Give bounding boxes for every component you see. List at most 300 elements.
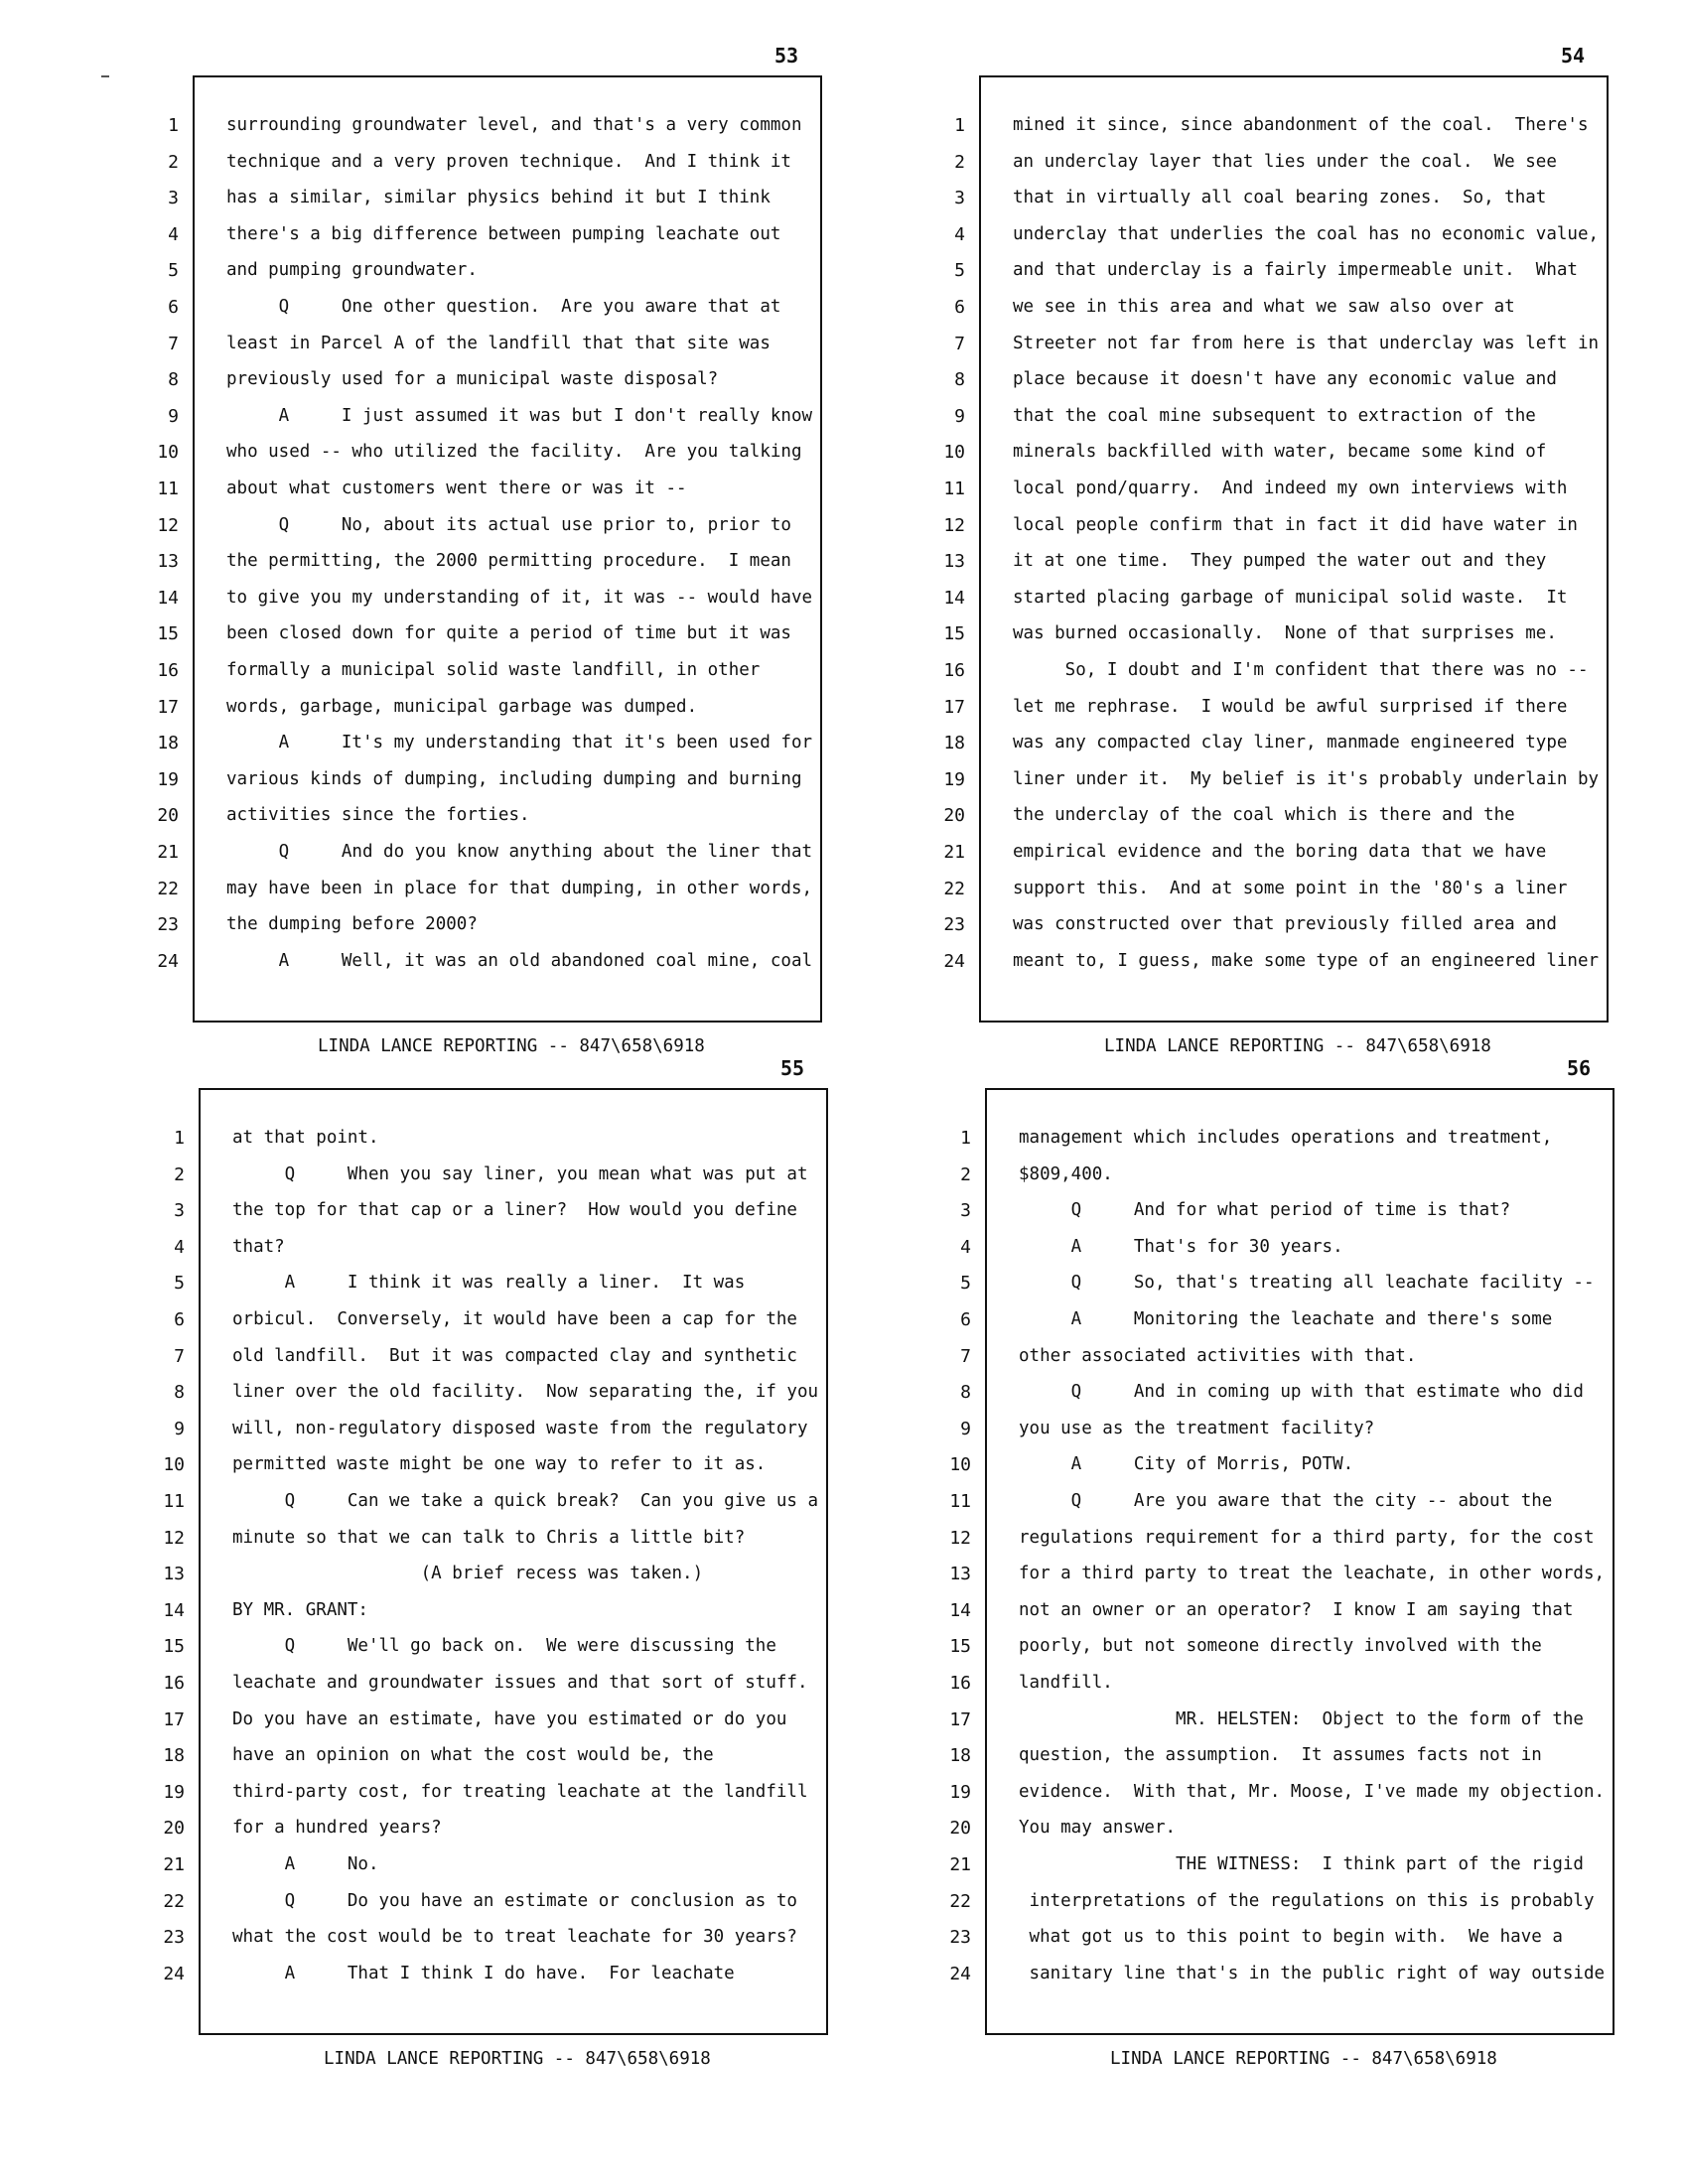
transcript-line (954, 180, 1607, 216)
line-text: started placing garbage of municipal solid waste. It (1013, 587, 1568, 608)
line-text: was any compacted clay liner, manmade engineered type (1013, 733, 1568, 753)
transcript-line (949, 1520, 1613, 1557)
line-number: 21 (949, 1854, 971, 1875)
transcript-line (157, 507, 820, 544)
line-text: old landfill. But it was compacted clay and synthetic (232, 1345, 797, 1366)
transcript-line (174, 1265, 826, 1301)
line-text: the top for that cap or a liner? How would you define (232, 1200, 797, 1221)
line-text: Q When you say liner, you mean what was put at (232, 1163, 808, 1184)
transcript-line (954, 361, 1607, 398)
line-number: 9 (960, 1418, 971, 1439)
line-text: Streeter not far from here is that underclay was left in (1013, 333, 1599, 353)
line-text: at that point. (232, 1128, 379, 1148)
line-number: 20 (943, 805, 965, 827)
line-number: 11 (949, 1491, 971, 1512)
line-text: permitted waste might be one way to refer to it as. (232, 1454, 767, 1475)
line-text: that? (232, 1236, 285, 1257)
line-text: leachate and groundwater issues and that sort of stuff. (232, 1673, 808, 1693)
transcript-line (163, 1774, 826, 1811)
transcript-line (157, 906, 820, 943)
line-number: 13 (163, 1564, 185, 1585)
line-text: A I think it was really a liner. It was (232, 1273, 746, 1294)
line-number: 1 (174, 1128, 185, 1149)
transcript-line (954, 252, 1607, 289)
transcript-line (954, 144, 1607, 181)
line-text: empirical evidence and the boring data that we have (1013, 842, 1547, 862)
line-number: 15 (949, 1636, 971, 1658)
line-text: question, the assumption. It assumes facts not in (1019, 1745, 1542, 1766)
line-number: 7 (960, 1345, 971, 1367)
line-number: 15 (157, 623, 179, 645)
line-number: 19 (157, 768, 179, 790)
transcript-line (163, 1702, 826, 1738)
line-text: You may answer. (1019, 1818, 1177, 1839)
transcript-box (949, 1088, 1614, 2035)
line-text: have an opinion on what the cost would be, the (232, 1745, 714, 1766)
line-text: $809,400. (1019, 1163, 1113, 1184)
transcript-line (943, 615, 1607, 652)
page-number: 54 (1561, 44, 1586, 68)
transcript-line (163, 1520, 826, 1557)
transcript-line (168, 252, 820, 289)
transcript-line (943, 689, 1607, 726)
line-text: let me rephrase. I would be awful surprised if there (1013, 696, 1568, 717)
line-number: 21 (943, 842, 965, 863)
line-number: 16 (157, 660, 179, 681)
line-number: 17 (157, 696, 179, 718)
line-number: 21 (163, 1854, 185, 1875)
transcript-line (163, 1592, 826, 1629)
page-number: 53 (774, 44, 799, 68)
transcript-line (960, 1265, 1613, 1301)
line-text: what got us to this point to begin with. We have a (1019, 1927, 1563, 1948)
line-number: 24 (949, 1963, 971, 1984)
line-text: to give you my understanding of it, it was -- would have (226, 587, 812, 608)
line-text: minute so that we can talk to Chris a little bit? (232, 1527, 746, 1548)
transcript-line (949, 1810, 1613, 1846)
line-number: 15 (163, 1636, 185, 1658)
line-number: 16 (943, 660, 965, 681)
transcript-line (163, 1446, 826, 1483)
line-number: 11 (163, 1491, 185, 1512)
line-text: Q Do you have an estimate or conclusion as to (232, 1890, 797, 1911)
line-text: evidence. With that, Mr. Moose, I've made my objection. (1019, 1781, 1605, 1802)
line-number: 18 (163, 1745, 185, 1767)
transcript-line (960, 1374, 1613, 1411)
page-footer: LINDA LANCE REPORTING -- 847\658\6918 (1104, 1036, 1491, 1056)
transcript-line (163, 1956, 826, 1992)
line-text: support this. And at some point in the '80's a liner (1013, 878, 1568, 898)
line-number: 12 (157, 514, 179, 536)
line-number: 14 (943, 587, 965, 609)
line-number: 17 (949, 1708, 971, 1730)
line-text: the permitting, the 2000 permitting procedure. I mean (226, 551, 791, 572)
line-number: 11 (157, 478, 179, 499)
line-text: and that underclay is a fairly impermeable unit. What (1013, 260, 1578, 281)
transcript-line (960, 1157, 1613, 1193)
line-text: BY MR. GRANT: (232, 1599, 368, 1620)
line-text: Q Can we take a quick break? Can you give us a (232, 1491, 818, 1511)
line-text: sanitary line that's in the public right of way outside (1019, 1963, 1605, 1983)
line-number: 9 (954, 405, 965, 427)
transcript-line (960, 1411, 1613, 1447)
line-number: 6 (168, 297, 179, 318)
line-text: third-party cost, for treating leachate at the landfill (232, 1781, 808, 1802)
line-text: there's a big difference between pumping leachate out (226, 223, 781, 244)
line-number: 7 (174, 1345, 185, 1367)
line-number: 9 (174, 1418, 185, 1439)
line-text: Q No, about its actual use prior to, prior to (226, 514, 791, 535)
line-text: who used -- who utilized the facility. Are you talking (226, 442, 802, 463)
line-number: 4 (168, 223, 179, 245)
transcript-line (157, 580, 820, 616)
transcript-line (943, 434, 1607, 471)
line-text: minerals backfilled with water, became some kind of (1013, 442, 1547, 463)
line-number: 6 (174, 1309, 185, 1330)
line-text: So, I doubt and I'm confident that there was no -- (1013, 660, 1589, 680)
line-number: 12 (949, 1527, 971, 1549)
line-number: 13 (949, 1564, 971, 1585)
transcript-page (925, 44, 1684, 1066)
line-number: 20 (163, 1818, 185, 1840)
transcript-line (949, 1919, 1613, 1956)
line-number: 24 (157, 950, 179, 972)
line-number: 24 (943, 950, 965, 972)
line-text: Q So, that's treating all leachate facility -- (1019, 1273, 1595, 1294)
transcript-page (139, 44, 913, 1066)
line-text: not an owner or an operator? I know I am saying that (1019, 1599, 1574, 1620)
transcript-line (949, 1956, 1613, 1992)
line-text: meant to, I guess, make some type of an engineered liner (1013, 950, 1599, 971)
line-number: 22 (943, 878, 965, 899)
line-text: was burned occasionally. None of that surprises me. (1013, 623, 1557, 644)
page-footer: LINDA LANCE REPORTING -- 847\658\6918 (318, 1036, 705, 1056)
line-text: place because it doesn't have any economic value and (1013, 369, 1557, 390)
transcript-line (943, 652, 1607, 689)
line-number: 7 (954, 333, 965, 354)
line-text: A Well, it was an old abandoned coal mine, coal (226, 950, 812, 971)
transcript-line (157, 943, 820, 980)
line-text: local pond/quarry. And indeed my own interviews with (1013, 478, 1568, 498)
line-number: 22 (949, 1890, 971, 1912)
line-number: 14 (157, 587, 179, 609)
line-number: 10 (943, 442, 965, 464)
line-number: 9 (168, 405, 179, 427)
transcript-line (168, 216, 820, 253)
line-number: 14 (163, 1599, 185, 1621)
transcript-page (145, 1056, 919, 2079)
transcript-line (949, 1702, 1613, 1738)
line-number: 8 (960, 1382, 971, 1404)
transcript-line (943, 906, 1607, 943)
transcript-line (949, 1446, 1613, 1483)
line-number: 4 (954, 223, 965, 245)
transcript-line (174, 1120, 826, 1157)
transcript-line (157, 615, 820, 652)
line-number: 4 (174, 1236, 185, 1258)
line-number: 21 (157, 842, 179, 863)
line-number: 5 (168, 260, 179, 282)
line-number: 8 (954, 369, 965, 391)
line-text: THE WITNESS: I think part of the rigid (1019, 1854, 1584, 1874)
line-text: Q We'll go back on. We were discussing the (232, 1636, 776, 1657)
line-number: 8 (174, 1382, 185, 1404)
transcript-line (954, 107, 1607, 144)
transcript-line (157, 471, 820, 507)
line-text: Q And in coming up with that estimate who did (1019, 1382, 1584, 1403)
transcript-line (943, 543, 1607, 580)
transcript-line (949, 1774, 1613, 1811)
transcript-line (960, 1338, 1613, 1375)
line-number: 23 (943, 914, 965, 936)
line-text: the dumping before 2000? (226, 914, 478, 935)
transcript-line (954, 289, 1607, 326)
line-text: Do you have an estimate, have you estimated or do you (232, 1708, 787, 1729)
line-text: A That I think I do have. For leachate (232, 1963, 735, 1983)
line-text: other associated activities with that. (1019, 1345, 1417, 1366)
line-text: underclay that underlies the coal has no economic value, (1013, 223, 1599, 244)
transcript-line (168, 398, 820, 435)
line-text: Q And for what period of time is that? (1019, 1200, 1511, 1221)
line-text: landfill. (1019, 1673, 1113, 1693)
transcript-line (157, 652, 820, 689)
line-number: 16 (949, 1673, 971, 1694)
line-text: A I just assumed it was but I don't really know (226, 405, 812, 426)
line-number: 3 (174, 1200, 185, 1222)
line-text: for a hundred years? (232, 1818, 442, 1839)
transcript-line (157, 725, 820, 761)
line-text: liner over the old facility. Now separating the, if you (232, 1382, 818, 1403)
transcript-line (960, 1229, 1613, 1266)
line-number: 22 (163, 1890, 185, 1912)
line-text: MR. HELSTEN: Object to the form of the (1019, 1708, 1584, 1729)
transcript-line (174, 1301, 826, 1338)
line-text: activities since the forties. (226, 805, 530, 826)
transcript-line (163, 1737, 826, 1774)
line-text: regulations requirement for a third party, for the cost (1019, 1527, 1595, 1548)
line-text: what the cost would be to treat leachate for 30 years? (232, 1927, 797, 1948)
line-number: 17 (163, 1708, 185, 1730)
transcript-line (943, 507, 1607, 544)
transcript-line (943, 471, 1607, 507)
line-number: 13 (943, 551, 965, 573)
transcript-line (174, 1157, 826, 1193)
transcript-line (954, 326, 1607, 362)
line-text: A No. (232, 1854, 379, 1874)
page-number: 56 (1567, 1056, 1592, 1080)
line-number: 6 (960, 1309, 971, 1330)
line-text: least in Parcel A of the landfill that that site was (226, 333, 771, 353)
transcript-line (954, 216, 1607, 253)
line-number: 14 (949, 1599, 971, 1621)
line-text: Q Are you aware that the city -- about the (1019, 1491, 1553, 1511)
line-text: poorly, but not someone directly involved with the (1019, 1636, 1542, 1657)
line-number: 12 (943, 514, 965, 536)
line-number: 13 (157, 551, 179, 573)
transcript-line (174, 1374, 826, 1411)
transcript-line (949, 1628, 1613, 1665)
line-number: 23 (163, 1927, 185, 1949)
line-text: A Monitoring the leachate and there's some (1019, 1309, 1553, 1329)
line-text: various kinds of dumping, including dumping and burning (226, 768, 802, 789)
transcript-line (943, 797, 1607, 834)
line-number: 16 (163, 1673, 185, 1694)
line-number: 23 (949, 1927, 971, 1949)
line-text: we see in this area and what we saw also over at (1013, 297, 1515, 317)
transcript-line (157, 434, 820, 471)
line-text: may have been in place for that dumping, in other words, (226, 878, 812, 898)
transcript-line (949, 1883, 1613, 1920)
line-text: local people confirm that in fact it did have water in (1013, 514, 1578, 535)
transcript-line (943, 580, 1607, 616)
line-text: orbicul. Conversely, it would have been a cap for the (232, 1309, 797, 1329)
transcript-line (943, 871, 1607, 907)
transcript-box (943, 75, 1609, 1023)
line-number: 18 (949, 1745, 971, 1767)
line-text: surrounding groundwater level, and that's a very common (226, 115, 802, 135)
line-text: been closed down for quite a period of time but it was (226, 623, 791, 644)
line-number: 3 (954, 188, 965, 209)
line-number: 1 (960, 1128, 971, 1149)
line-number: 8 (168, 369, 179, 391)
line-number: 12 (163, 1527, 185, 1549)
transcript-line (960, 1192, 1613, 1229)
line-number: 19 (943, 768, 965, 790)
transcript-page (931, 1056, 1684, 2079)
line-number: 7 (168, 333, 179, 354)
transcript-line (943, 834, 1607, 871)
line-text: Q And do you know anything about the liner that (226, 842, 812, 862)
line-text: A That's for 30 years. (1019, 1236, 1343, 1257)
line-number: 3 (168, 188, 179, 209)
line-number: 15 (943, 623, 965, 645)
line-text: Q One other question. Are you aware that at (226, 297, 781, 317)
line-number: 1 (168, 115, 179, 136)
line-number: 10 (163, 1454, 185, 1476)
line-number: 2 (168, 151, 179, 173)
transcript-line (954, 398, 1607, 435)
transcript-line (960, 1301, 1613, 1338)
line-text: (A brief recess was taken.) (232, 1564, 704, 1584)
line-number: 23 (157, 914, 179, 936)
line-text: mined it since, since abandonment of the coal. There's (1013, 115, 1589, 135)
transcript-line (949, 1737, 1613, 1774)
line-number: 10 (157, 442, 179, 464)
transcript-line (163, 1483, 826, 1520)
line-text: you use as the treatment facility? (1019, 1418, 1375, 1438)
page-number: 55 (780, 1056, 805, 1080)
line-number: 1 (954, 115, 965, 136)
transcript-line (163, 1810, 826, 1846)
line-number: 3 (960, 1200, 971, 1222)
line-text: words, garbage, municipal garbage was dumped. (226, 696, 698, 717)
transcript-line (949, 1556, 1613, 1592)
line-text: has a similar, similar physics behind it but I think (226, 188, 771, 208)
page-footer: LINDA LANCE REPORTING -- 847\658\6918 (1110, 2049, 1497, 2069)
line-number: 2 (174, 1163, 185, 1185)
transcript-line (163, 1919, 826, 1956)
line-number: 19 (949, 1781, 971, 1803)
transcript-line (168, 107, 820, 144)
line-text: A It's my understanding that it's been used for (226, 733, 812, 753)
line-text: technique and a very proven technique. And I think it (226, 151, 791, 172)
transcript-line (163, 1883, 826, 1920)
transcript-line (157, 761, 820, 798)
line-number: 2 (960, 1163, 971, 1185)
line-text: liner under it. My belief is it's probably underlain by (1013, 768, 1599, 789)
line-number: 24 (163, 1963, 185, 1984)
transcript-line (174, 1338, 826, 1375)
line-text: the underclay of the coal which is there and the (1013, 805, 1515, 826)
line-text: interpretations of the regulations on this is probably (1019, 1890, 1595, 1911)
page-footer: LINDA LANCE REPORTING -- 847\658\6918 (324, 2049, 711, 2069)
transcript-line (168, 326, 820, 362)
transcript-line (157, 797, 820, 834)
transcript-line (163, 1846, 826, 1883)
line-number: 11 (943, 478, 965, 499)
transcript-line (157, 543, 820, 580)
line-number: 17 (943, 696, 965, 718)
transcript-line (168, 144, 820, 181)
transcript-line (163, 1665, 826, 1702)
transcript-line (174, 1229, 826, 1266)
transcript-line (174, 1192, 826, 1229)
transcript-line (163, 1556, 826, 1592)
transcript-line (174, 1411, 826, 1447)
line-text: that the coal mine subsequent to extraction of the (1013, 405, 1536, 426)
line-number: 18 (157, 733, 179, 754)
transcript-line (157, 689, 820, 726)
transcript-line (943, 943, 1607, 980)
line-number: 5 (960, 1273, 971, 1295)
transcript-line (943, 725, 1607, 761)
stray-mark (101, 75, 109, 77)
line-number: 18 (943, 733, 965, 754)
transcript-line (960, 1120, 1613, 1157)
line-number: 4 (960, 1236, 971, 1258)
line-number: 20 (157, 805, 179, 827)
transcript-line (943, 761, 1607, 798)
transcript-line (949, 1665, 1613, 1702)
line-number: 20 (949, 1818, 971, 1840)
line-text: it at one time. They pumped the water out and they (1013, 551, 1547, 572)
line-text: and pumping groundwater. (226, 260, 478, 281)
line-text: A City of Morris, POTW. (1019, 1454, 1354, 1475)
line-number: 2 (954, 151, 965, 173)
transcript-box (157, 75, 822, 1023)
line-text: for a third party to treat the leachate, in other words, (1019, 1564, 1605, 1584)
transcript-line (157, 871, 820, 907)
transcript-line (949, 1592, 1613, 1629)
line-text: an underclay layer that lies under the coal. We see (1013, 151, 1557, 172)
line-text: will, non-regulatory disposed waste from the regulatory (232, 1418, 808, 1438)
line-number: 19 (163, 1781, 185, 1803)
line-text: formally a municipal solid waste landfill, in other (226, 660, 761, 680)
transcript-line (949, 1846, 1613, 1883)
transcript-line (168, 289, 820, 326)
transcript-line (163, 1628, 826, 1665)
line-text: about what customers went there or was it -- (226, 478, 687, 498)
transcript-box (163, 1088, 828, 2035)
line-number: 22 (157, 878, 179, 899)
line-number: 10 (949, 1454, 971, 1476)
transcript-line (157, 834, 820, 871)
line-number: 5 (954, 260, 965, 282)
line-text: was constructed over that previously filled area and (1013, 914, 1557, 935)
line-text: management which includes operations and treatment, (1019, 1128, 1553, 1148)
transcript-line (168, 180, 820, 216)
line-number: 5 (174, 1273, 185, 1295)
